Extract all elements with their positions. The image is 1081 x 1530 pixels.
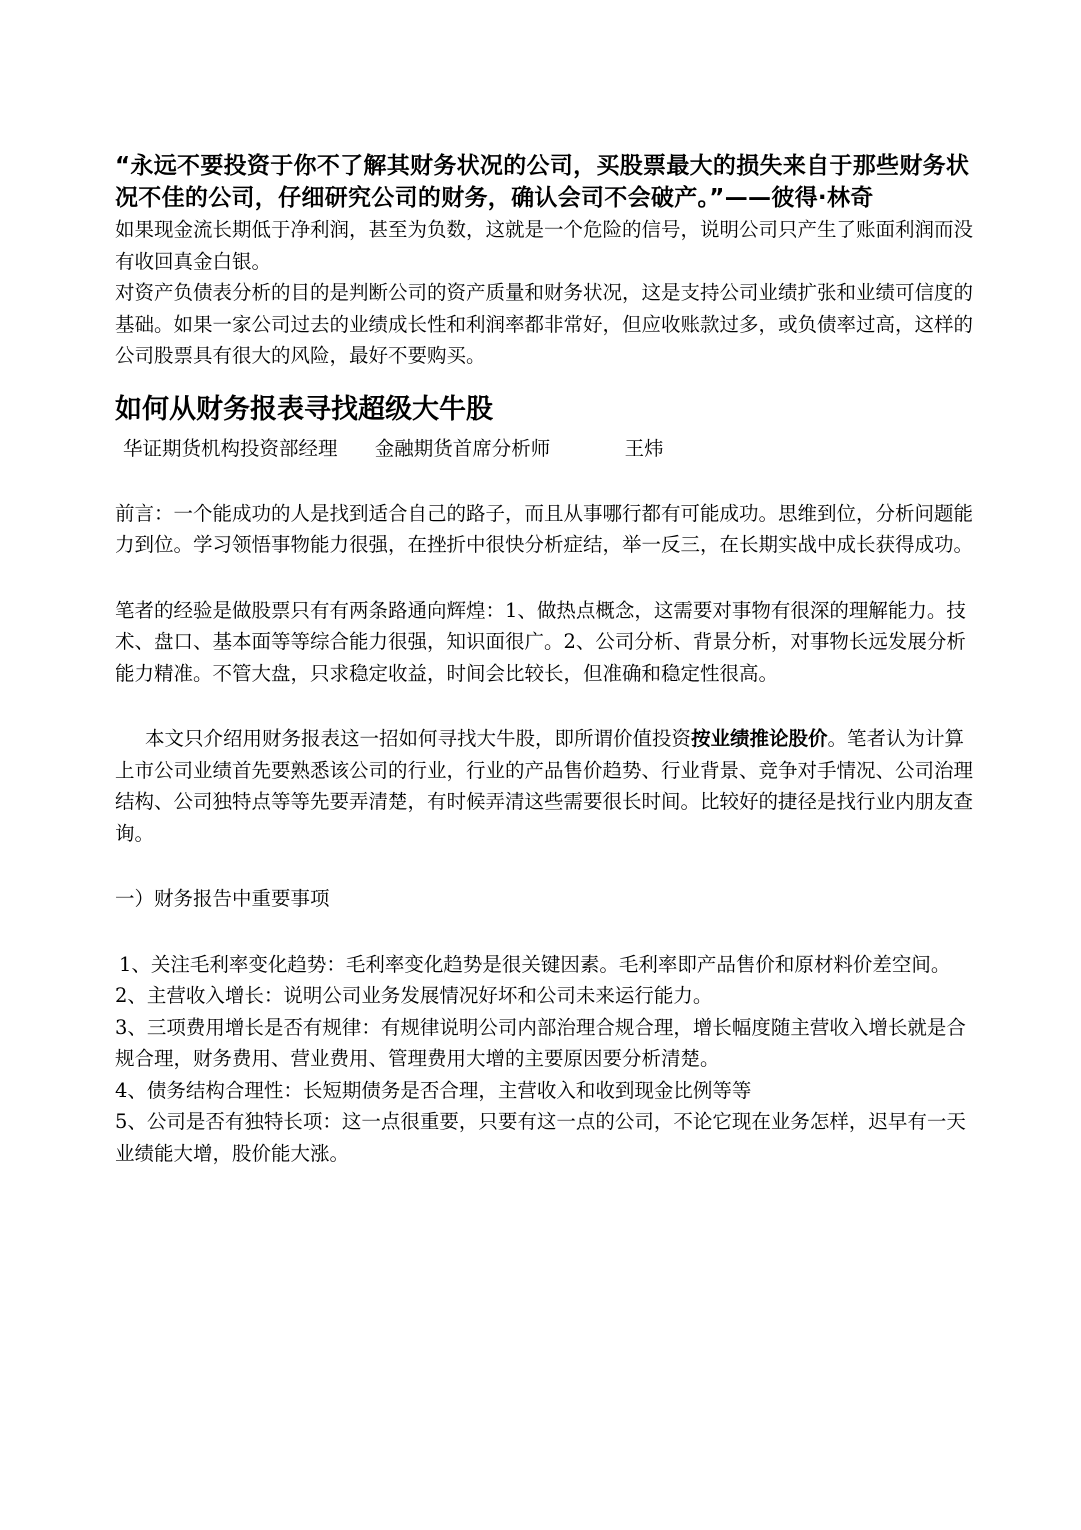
list-item-expense-growth: 3、三项费用增长是否有规律：有规律说明公司内部治理合规合理，增长幅度随主营收入增长就是合规合理，财务费用、营业费用、管理费用大增的主要原因要分析清楚。: [115, 1015, 966, 1070]
method-emphasis: 按业绩推论股价: [691, 727, 828, 750]
list-item-debt-structure: 4、债务结构合理性：长短期债务是否合理，主营收入和收到现金比例等等: [115, 1078, 752, 1102]
list-item-unique-strength: 5、公司是否有独特长项：这一点很重要，只要有这一点的公司，不论它现在业务怎样，迟早有一天业绩能大增，股价能大涨。: [115, 1110, 966, 1165]
document-page: [115, 150, 975, 1169]
intro-paragraph-balance-sheet: 对资产负债表分析的目的是判断公司的资产质量和财务状况，这是支持公司业绩扩张和业绩可信度的基础。如果一家公司过去的业绩成长性和利润率都非常好，但应收账款过多，或负债率过高，这样的公司股票具有很大的风险，最好不要购买。: [115, 281, 974, 367]
section-title: 一）财务报告中重要事项: [115, 887, 330, 910]
peter-lynch-quote: “永远不要投资于你不了解其财务状况的公司，买股票最大的损失来自于那些财务状况不佳的公司，仔细研究公司的财务，确认会司不会破产。”——彼得·林奇: [115, 153, 970, 211]
method-paragraph: [115, 723, 975, 849]
method-text-before: 本文只介绍用财务报表这一招如何寻找大牛股，即所谓价值投资: [145, 727, 692, 750]
intro-paragraph-cashflow: 如果现金流长期低于净利润，甚至为负数，这就是一个危险的信号，说明公司只产生了账面利润而没有收回真金白银。: [115, 218, 974, 273]
preface-paragraph: 前言：一个能成功的人是找到适合自己的路子，而且从事哪行都有可能成功。思维到位，分析问题能力到位。学习领悟事物能力很强，在挫折中很快分析症结，举一反三，在长期实战中成长获得成功。: [115, 501, 974, 556]
article-title: 如何从财务报表寻找超级大牛股: [115, 393, 493, 425]
experience-paragraph: 笔者的经验是做股票只有有两条路通向辉煌：1、做热点概念，这需要对事物有很深的理解能力。技术、盘口、基本面等等综合能力很强，知识面很广。2、公司分析、背景分析，对事物长远发展分析能力精准。不管大盘，只求稳定收益，时间会比较长，但准确和稳定性很高。: [115, 598, 966, 685]
author-byline: 华证期货机构投资部经理 金融期货首席分析师 王炜: [123, 436, 664, 460]
list-item-revenue-growth: 2、主营收入增长：说明公司业务发展情况好坏和公司未来运行能力。: [115, 984, 713, 1007]
method-text-after: 。笔者认为计算上市公司业绩首先要熟悉该公司的行业，行业的产品售价趋势、行业背景、竞争对手情况、公司治理结构、公司独特点等等先要弄清楚，有时候弄清这些需要很长时间。比较好的捷径是找行业内朋友查询。: [115, 727, 974, 845]
list-item-gross-margin: 1、关注毛利率变化趋势：毛利率变化趋势是很关键因素。毛利率即产品售价和原材料价差空间。: [119, 952, 951, 976]
